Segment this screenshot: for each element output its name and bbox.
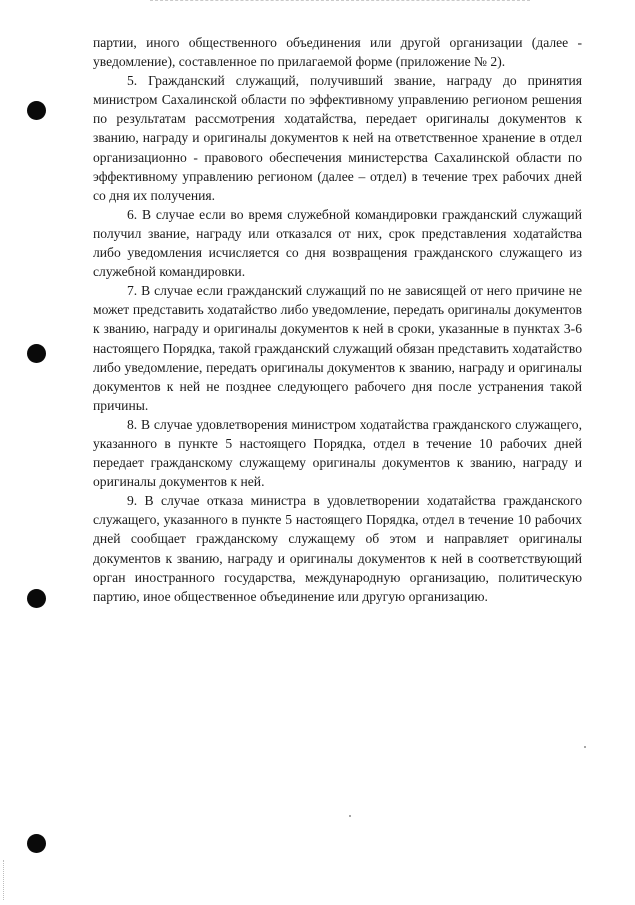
scan-edge-top	[150, 0, 530, 1]
scan-speck	[584, 746, 586, 748]
paragraph-8: 8. В случае удовлетворения министром ходатайства гражданского служащего, указанного в пункте 5 настоящего Порядка, отдел в течение 10 рабочих дней передает гражданскому служащему оригиналы документов к званию, награду и оригиналы документов к ней.	[93, 416, 582, 490]
punch-hole	[27, 834, 46, 853]
paragraph-9: 9. В случае отказа министра в удовлетворении ходатайства гражданского служащего, указанного в пункте 5 настоящего Порядка, отдел в течение 10 рабочих дней сообщает гражданскому служащему об этом и направляет оригиналы документов к званию, награду и оригиналы документов к ней в соответствующий орган иностранного государства, международную организацию, политическую партию, иное общественное объединение или другую организацию.	[93, 493, 582, 604]
scan-speck	[349, 815, 351, 817]
punch-hole	[27, 101, 46, 120]
document-body	[93, 33, 582, 606]
scan-edge-left	[3, 860, 4, 900]
paragraph-6: 6. В случае если во время служебной командировки гражданский служащий получил звание, награду или отказался от них, срок представления ходатайства либо уведомления исчисляется со дня возвращения гражданского служащего из служебной командировки.	[93, 206, 582, 280]
paragraph-7: 7. В случае если гражданский служащий по не зависящей от него причине не может представить ходатайство либо уведомление, передать оригиналы документов к званию, награду и оригиналы документов к ней в сроки, указанные в пунктах 3-6 настоящего Порядка, такой гражданский служащий обязан представить ходатайство либо уведомление, передать оригиналы документов к званию, награду и оригиналы документов к ней не позднее следующего рабочего дня после устранения такой причины.	[93, 283, 582, 413]
punch-hole	[27, 589, 46, 608]
paragraph-continuation: партии, иного общественного объединения или другой организации (далее - уведомление), составленное по прилагаемой форме (приложение № 2).	[93, 35, 582, 70]
punch-hole	[27, 344, 46, 363]
paragraph-5: 5. Гражданский служащий, получивший звание, награду до принятия министром Сахалинской области по эффективному управлению регионом решения по результатам рассмотрения ходатайства, передает оригиналы документов к званию, награду и оригиналы документов к ней на ответственное хранение в отдел организационно - правового обеспечения министерства Сахалинской области по эффективному управлению регионом (далее – отдел) в течение трех рабочих дней со дня их получения.	[93, 73, 582, 203]
